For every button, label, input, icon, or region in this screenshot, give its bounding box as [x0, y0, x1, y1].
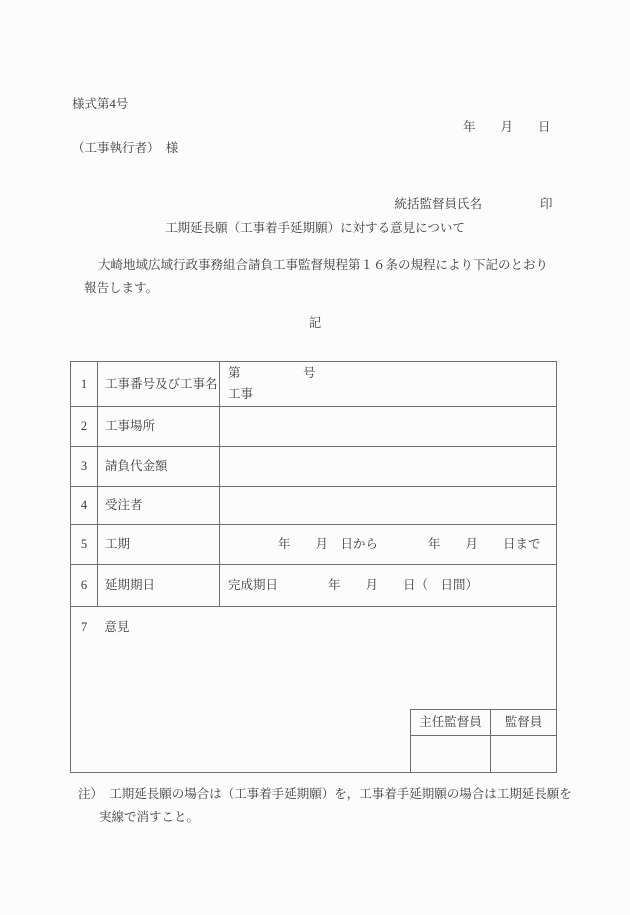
table-row-opinion [71, 607, 556, 772]
note-line-2: 実線で消すこと。 [99, 810, 200, 824]
row-number-cell: 4 [71, 487, 98, 524]
chief-supervisor-seal-cell [411, 736, 491, 772]
table-row-location [71, 407, 556, 447]
supervisor-header: 監督員 [504, 715, 543, 729]
table-row-postponement-date [71, 565, 556, 607]
opinion-row-header [71, 607, 556, 635]
date-field: 年 月 日 [463, 120, 551, 134]
signature-table-header [411, 710, 556, 736]
supervisor-name-label: 統括監督員氏名 [394, 197, 483, 211]
seal-label: 印 [540, 197, 553, 211]
row-label-cell: 工事場所 [98, 407, 220, 446]
row-value-cell [220, 487, 556, 524]
note-line-1: 注） 工期延長願の場合は（工事着手延期願）を，工事着手延期願の場合は工期延長願を [78, 787, 572, 801]
document-title: 工期延長願（工事着手延期願）に対する意見について [165, 221, 465, 235]
signature-table [410, 709, 556, 772]
table-row-construction-number [71, 362, 556, 407]
form-number: 様式第4号 [72, 97, 129, 111]
row-number-cell: 2 [71, 407, 98, 446]
row-label-cell: 請負代金額 [98, 447, 220, 486]
table-row-contractor [71, 487, 556, 525]
supervisor-seal-cell [491, 736, 556, 772]
record-mark: 記 [308, 316, 322, 330]
row-label: 意見 [104, 620, 130, 634]
body-paragraph-line2: 報告します。 [84, 281, 159, 295]
row-number-cell: 5 [71, 525, 98, 564]
main-form-table [70, 361, 557, 773]
row-value-cell [220, 362, 556, 406]
body-paragraph-line1: 大崎地域広域行政事務組合請負工事監督規程第１６条の規程により下記のとおり [98, 258, 549, 272]
row-label-cell: 工期 [98, 525, 220, 564]
row-label-cell: 受注者 [98, 487, 220, 524]
row-number-cell: 1 [71, 362, 98, 406]
row-label-cell: 工事番号及び工事名 [98, 362, 220, 406]
construction-number-value: 第 号 [228, 366, 316, 380]
addressee-line: （工事執行者） 様 [72, 141, 179, 155]
row-value-cell [220, 407, 556, 446]
row-value-cell: 完成期日 年 月 日（ 日間） [228, 578, 479, 592]
table-row-contract-amount [71, 447, 556, 487]
row-number-label: 7 [81, 620, 88, 634]
row-label-cell: 延期期日 [98, 565, 220, 606]
row-number-cell: 3 [71, 447, 98, 486]
construction-name-value: 工事 [228, 387, 254, 401]
chief-supervisor-header: 主任監督員 [411, 710, 491, 735]
table-row-construction-period [71, 525, 556, 565]
row-number-cell: 6 [71, 565, 98, 606]
row-value-cell: 年 月 日から 年 月 日まで [228, 537, 541, 551]
signature-table-body [411, 736, 556, 772]
row-value-cell [220, 447, 556, 486]
